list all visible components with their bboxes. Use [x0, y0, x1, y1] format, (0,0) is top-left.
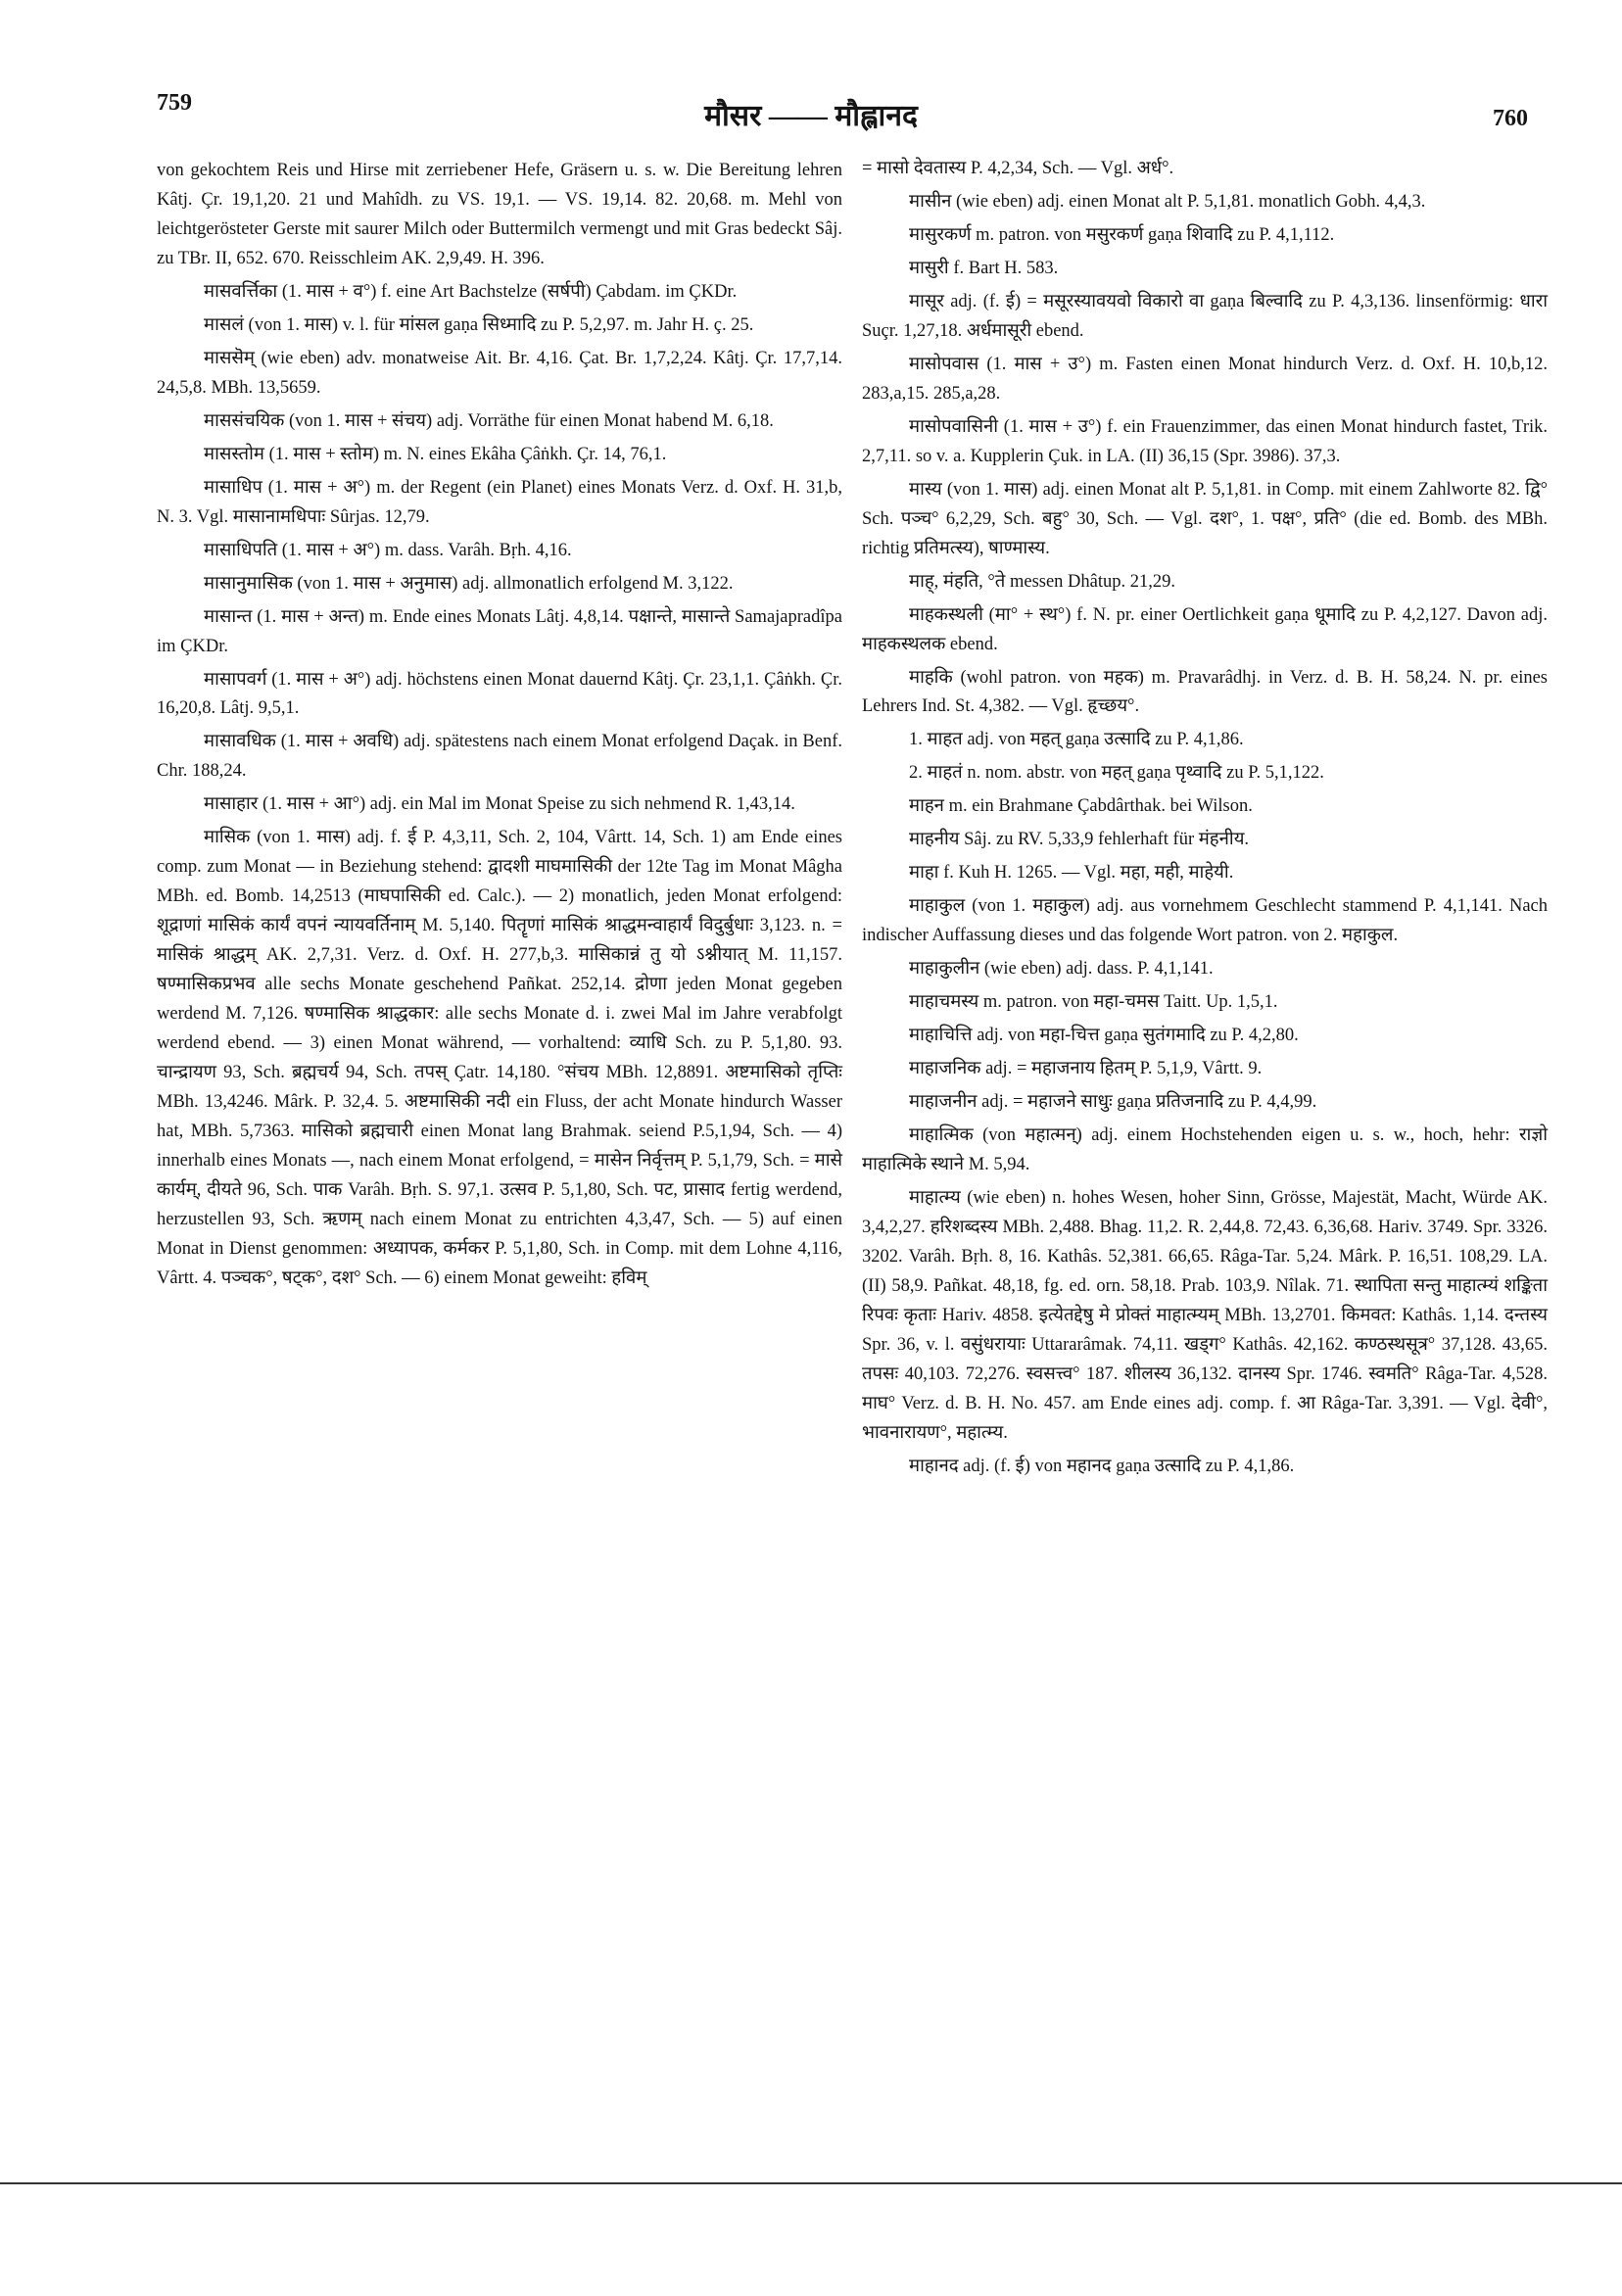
dictionary-entry: माहकि (wohl patron. von महक) m. Pravarâdhj. in Verz. d. B. H. 58,24. N. pr. eines Lehrers Ind. St. 4,382. — Vgl. हृच्छय°.: [862, 667, 1548, 717]
dictionary-entry: माहा f. Kuh H. 1265. — Vgl. महा, मही, माहेयी.: [909, 863, 1234, 884]
dictionary-entry: मासाधिप (1. मास + अ°) m. der Regent (ein Planet) eines Monats Verz. d. Oxf. H. 31,b, N. 3. Vgl. मासानामधिपाः Sûrjas. 12,79.: [157, 477, 842, 527]
dictionary-entry: माह्, मंहति, °ते messen Dhâtup. 21,29.: [909, 571, 1176, 592]
dictionary-entry: मासवर्त्तिका (1. मास + व°) f. eine Art Bachstelze (सर्षपी) Çabdam. im ÇKDr.: [204, 281, 738, 302]
dictionary-entry: माहाजनिक adj. = महाजनाय हितम् P. 5,1,9, Vârtt. 9.: [909, 1059, 1263, 1079]
dictionary-entry: माहाचित्ति adj. von महा-चित्त gaṇa सुतंगमादि zu P. 4,2,80.: [909, 1026, 1299, 1046]
dictionary-entry: मासोपवास (1. मास + उ°) m. Fasten einen Monat hindurch Verz. d. Oxf. H. 10,b,12. 283,a,15. 285,a,28.: [862, 354, 1548, 404]
dictionary-entry: माहात्म्य (wie eben) n. hohes Wesen, hoher Sinn, Grösse, Majestät, Macht, Würde AK. 3,4,2,27. हरिशब्दस्य MBh. 2,488. Bhag. 11,2. R. 2,44,8. 72,43. 6,36,68. Hariv. 3749. Spr. 3326. 3202. Varâh. Bṛh. 8, 16. Kathâs. 52,381. 66,65. Râga-Tar. 5,24. Mârk. P. 16,51. 108,29. LA. (II) 58,9. Pañkat. 48,18, fg. ed. orn. 58,18. Prab. 103,9. Nîlak. 71. स्थापिता सन्तु माहात्म्यं शङ्किता रिपवः कृताः Hariv. 4858. इत्येतद्देषु मे प्रोक्तं माहात्म्यम् MBh. 13,2701. किमवत: Kathâs. 1,14. दन्तस्य Spr. 36, v. l. वसुंधरायाः Uttararâmak. 74,11. खड्ग° Kathâs. 42,162. कण्ठस्थसूत्र° 37,128. 43,65. तपसः 40,103. 72,276. स्वसत्त्व° 187. शीलस्य 36,132. दानस्य Spr. 1746. स्वमति° Râga-Tar. 4,528. माघ° Verz. d. B. H. No. 457. am Ende eines adj. comp. f. आ Râga-Tar. 3,391. — Vgl. देवी°, भावनारायण°, महात्म्य.: [862, 1188, 1548, 1443]
dictionary-entry: = मासो देवतास्य P. 4,2,34, Sch. — Vgl. अर्ध°.: [862, 159, 1174, 178]
dictionary-entry: मासस्तोम (1. मास + स्तोम) m. N. eines Ekâha Çâṅkh. Çr. 14, 76,1.: [204, 444, 667, 464]
dictionary-entry: मासापवर्ग (1. मास + अ°) adj. höchstens einen Monat dauernd Kâtj. Çr. 23,1,1. Çâṅkh. Çr. 16,20,8. Lâtj. 9,5,1.: [157, 669, 842, 719]
dictionary-entry: माहाजनीन adj. = महाजने साधुः gaṇa प्रतिजनादि zu P. 4,4,99.: [909, 1092, 1317, 1113]
dictionary-entry: मासलं (von 1. मास) v. l. für मांसल gaṇa सिध्मादि zu P. 5,2,97. m. Jahr H. ç. 25.: [204, 314, 754, 335]
dictionary-entry: मासुरी f. Bart H. 583.: [909, 258, 1059, 278]
dictionary-entry: मासाहार (1. मास + आ°) adj. ein Mal im Monat Speise zu sich nehmend R. 1,43,14.: [204, 794, 795, 815]
dictionary-entry: माहाकुलीन (wie eben) adj. dass. P. 4,1,141.: [909, 959, 1214, 980]
dictionary-entry: मासिक (von 1. मास) adj. f. ई P. 4,3,11, Sch. 2, 104, Vârtt. 14, Sch. 1) am Ende eines comp. zum Monat — in Beziehung stehend: द्वादशी माघमासिकी der 12te Tag im Monat Mâgha MBh. ed. Bomb. 14,2513 (माघपासिकी ed. Calc.). — 2) monatlich, jeden Monat erfolgend: शूद्राणां मासिकं कार्यं वपनं न्यायवर्तिनाम् M. 5,140. पितॄणां मासिकं श्राद्धमन्वाहार्यं विदुर्बुधाः 3,123. n. = मासिकं श्राद्धम् AK. 2,7,31. Verz. d. Oxf. H. 277,b,3. मासिकान्नं तु यो ऽश्नीयात् M. 11,157. षण्मासिकप्रभव alle sechs Monate geschehend Pañkat. 252,14. द्रोणा jeden Monat gegeben werdend M. 7,126. षण्मासिक श्राद्धकार: alle sechs Monate d. i. zwei Mal im Jahre verabfolgt werdend ebend. — 3) einen Monat während, — vorhaltend: व्याधि Sch. zu P. 5,1,80. 93. चान्द्रायण 93, Sch. ब्रह्मचर्य 94, Sch. तपस् Çatr. 14,180. °संचय MBh. 12,8891. अष्टमासिको तृप्तिः MBh. 13,4246. Mârk. P. 32,4. 5. अष्टमासिकी नदी ein Fluss, der acht Monate hindurch Wasser hat, MBh. 5,7363. मासिको ब्रह्मचारी einen Monat lang Brahmak. seiend P.5,1,94, Sch. — 4) innerhalb eines Monats —, nach einem Monat erfolgend, = मासेन निर्वृत्तम् P. 5,1,79, Sch. = मासे कार्यम्, दीयते 96, Sch. पाक Varâh. Bṛh. S. 97,1. उत्सव P. 5,1,80, Sch. पट, प्रासाद fertig werdend, herzustellen 93, Sch. ऋणम् nach einem Monat zu entrichten 4,3,47, Sch. — 5) auf einen Monat in Dienst genommen: अध्यापक, कर्मकर P. 5,1,80, Sch. in Comp. mit dem Lohne 4,116, Vârtt. 4. पञ्चक°, षट्क°, दश° Sch. — 6) einem Monat geweiht: हविम्: [157, 828, 842, 1288]
dictionary-entry: मासाधिपति (1. मास + अ°) m. dass. Varâh. Bṛh. 4,16.: [204, 540, 572, 560]
dictionary-entry: माहात्मिक (von महात्मन्) adj. einem Hochstehenden eigen u. s. w., hoch, hehr: राज्ञो माहात्मिके स्थाने M. 5,94.: [862, 1125, 1548, 1175]
dictionary-entry: von gekochtem Reis und Hirse mit zerriebener Hefe, Gräsern u. s. w. Die Bereitung lehren Kâtj. Çr. 19,1,20. 21 und Mahîdh. zu VS. 19,1. — VS. 19,14. 82. 20,68. m. Mehl von leichtgerösteter Gerste mit saurer Milch oder Buttermilch vermengt und mit Gras bedeckt Sâj. zu TBr. II, 652. 670. Reisschleim AK. 2,9,49. H. 396.: [157, 161, 842, 268]
dictionary-entry: माहानद adj. (f. ई) von महानद gaṇa उत्सादि zu P. 4,1,86.: [909, 1456, 1295, 1476]
dictionary-entry: 2. माहतं n. nom. abstr. von महत् gaṇa पृथ्वादि zu P. 5,1,122.: [909, 763, 1324, 784]
dictionary-entry: 1. माहत adj. von महत् gaṇa उत्सादि zu P. 4,1,86.: [909, 730, 1244, 750]
dictionary-entry: माहनीय Sâj. zu RV. 5,33,9 fehlerhaft für मंहनीय.: [909, 830, 1250, 850]
dictionary-entry: माससॆम् (wie eben) adv. monatweise Ait. Br. 4,16. Çat. Br. 1,7,2,24. Kâtj. Çr. 17,7,14. 24,5,8. MBh. 13,5659.: [157, 348, 842, 398]
dictionary-entry: माहाकुल (von 1. महाकुल) adj. aus vornehmem Geschlecht stammend P. 4,1,141. Nach indischer Auffassung dieses und das folgende Wort patron. von 2. महाकुल.: [862, 896, 1548, 946]
dictionary-entry: मासावधिक (1. मास + अवधि) adj. spätestens nach einem Monat erfolgend Daçak. in Benf. Chr. 188,24.: [157, 732, 842, 782]
dictionary-entry: माहकस्थली (मा° + स्थ°) f. N. pr. einer Oertlichkeit gaṇa धूमादि zu P. 4,2,127. Davon adj. माहकस्थलक ebend.: [862, 604, 1548, 654]
footer-rule: [0, 2182, 1622, 2184]
dictionary-entry: मासीन (wie eben) adj. einen Monat alt P. 5,1,81. monatlich Gobh. 4,4,3.: [909, 191, 1426, 212]
dictionary-entry: माससंचयिक (von 1. मास + संचय) adj. Vorräthe für einen Monat habend M. 6,18.: [204, 410, 774, 431]
dictionary-entry: माहाचमस्य m. patron. von महा-चमस Taitt. Up. 1,5,1.: [909, 992, 1278, 1013]
dictionary-entry: मासुरकर्ण m. patron. von मसुरकर्ण gaṇa शिवादि zu P. 4,1,112.: [909, 224, 1335, 245]
dictionary-entry: मास्य (von 1. मास) adj. einen Monat alt P. 5,1,81. in Comp. mit einem Zahlworte 82. द्वि° Sch. पञ्च° 6,2,29, Sch. बहु° 30, Sch. — Vgl. दश°, 1. पक्ष°, प्रति° (die ed. Bomb. des MBh. richtig प्रतिमत्स्य), षाण्मास्य.: [862, 479, 1548, 558]
dictionary-entry: माहन m. ein Brahmane Çabdârthak. bei Wilson.: [909, 796, 1253, 817]
dictionary-entry: मासानुमासिक (von 1. मास + अनुमास) adj. allmonatlich erfolgend M. 3,122.: [204, 573, 734, 594]
page-number-right: 760: [1493, 106, 1528, 131]
dictionary-entry: मासोपवासिनी (1. मास + उ°) f. ein Frauenzimmer, das einen Monat hindurch fastet, Trik. 2,7,11. so v. a. Kupplerin Çuk. in LA. (II) 36,15 (Spr. 3986). 37,3.: [862, 416, 1548, 466]
running-head: मौसर —— मौह्लानद: [704, 100, 918, 132]
dictionary-entry: मासान्त (1. मास + अन्त) m. Ende eines Monats Lâtj. 4,8,14. पक्षान्ते, मासान्ते Samajapradîpa im ÇKDr.: [157, 606, 842, 656]
page-number-left: 759: [157, 90, 192, 116]
dictionary-entry: मासूर adj. (f. ई) = मसूरस्यावयवो विकारो वा gaṇa बिल्वादि zu P. 4,3,136. linsenförmig: धारा Suçr. 1,27,18. अर्धमासूरी ebend.: [862, 291, 1548, 341]
left-column: [157, 157, 842, 1298]
right-column: [862, 155, 1548, 1486]
